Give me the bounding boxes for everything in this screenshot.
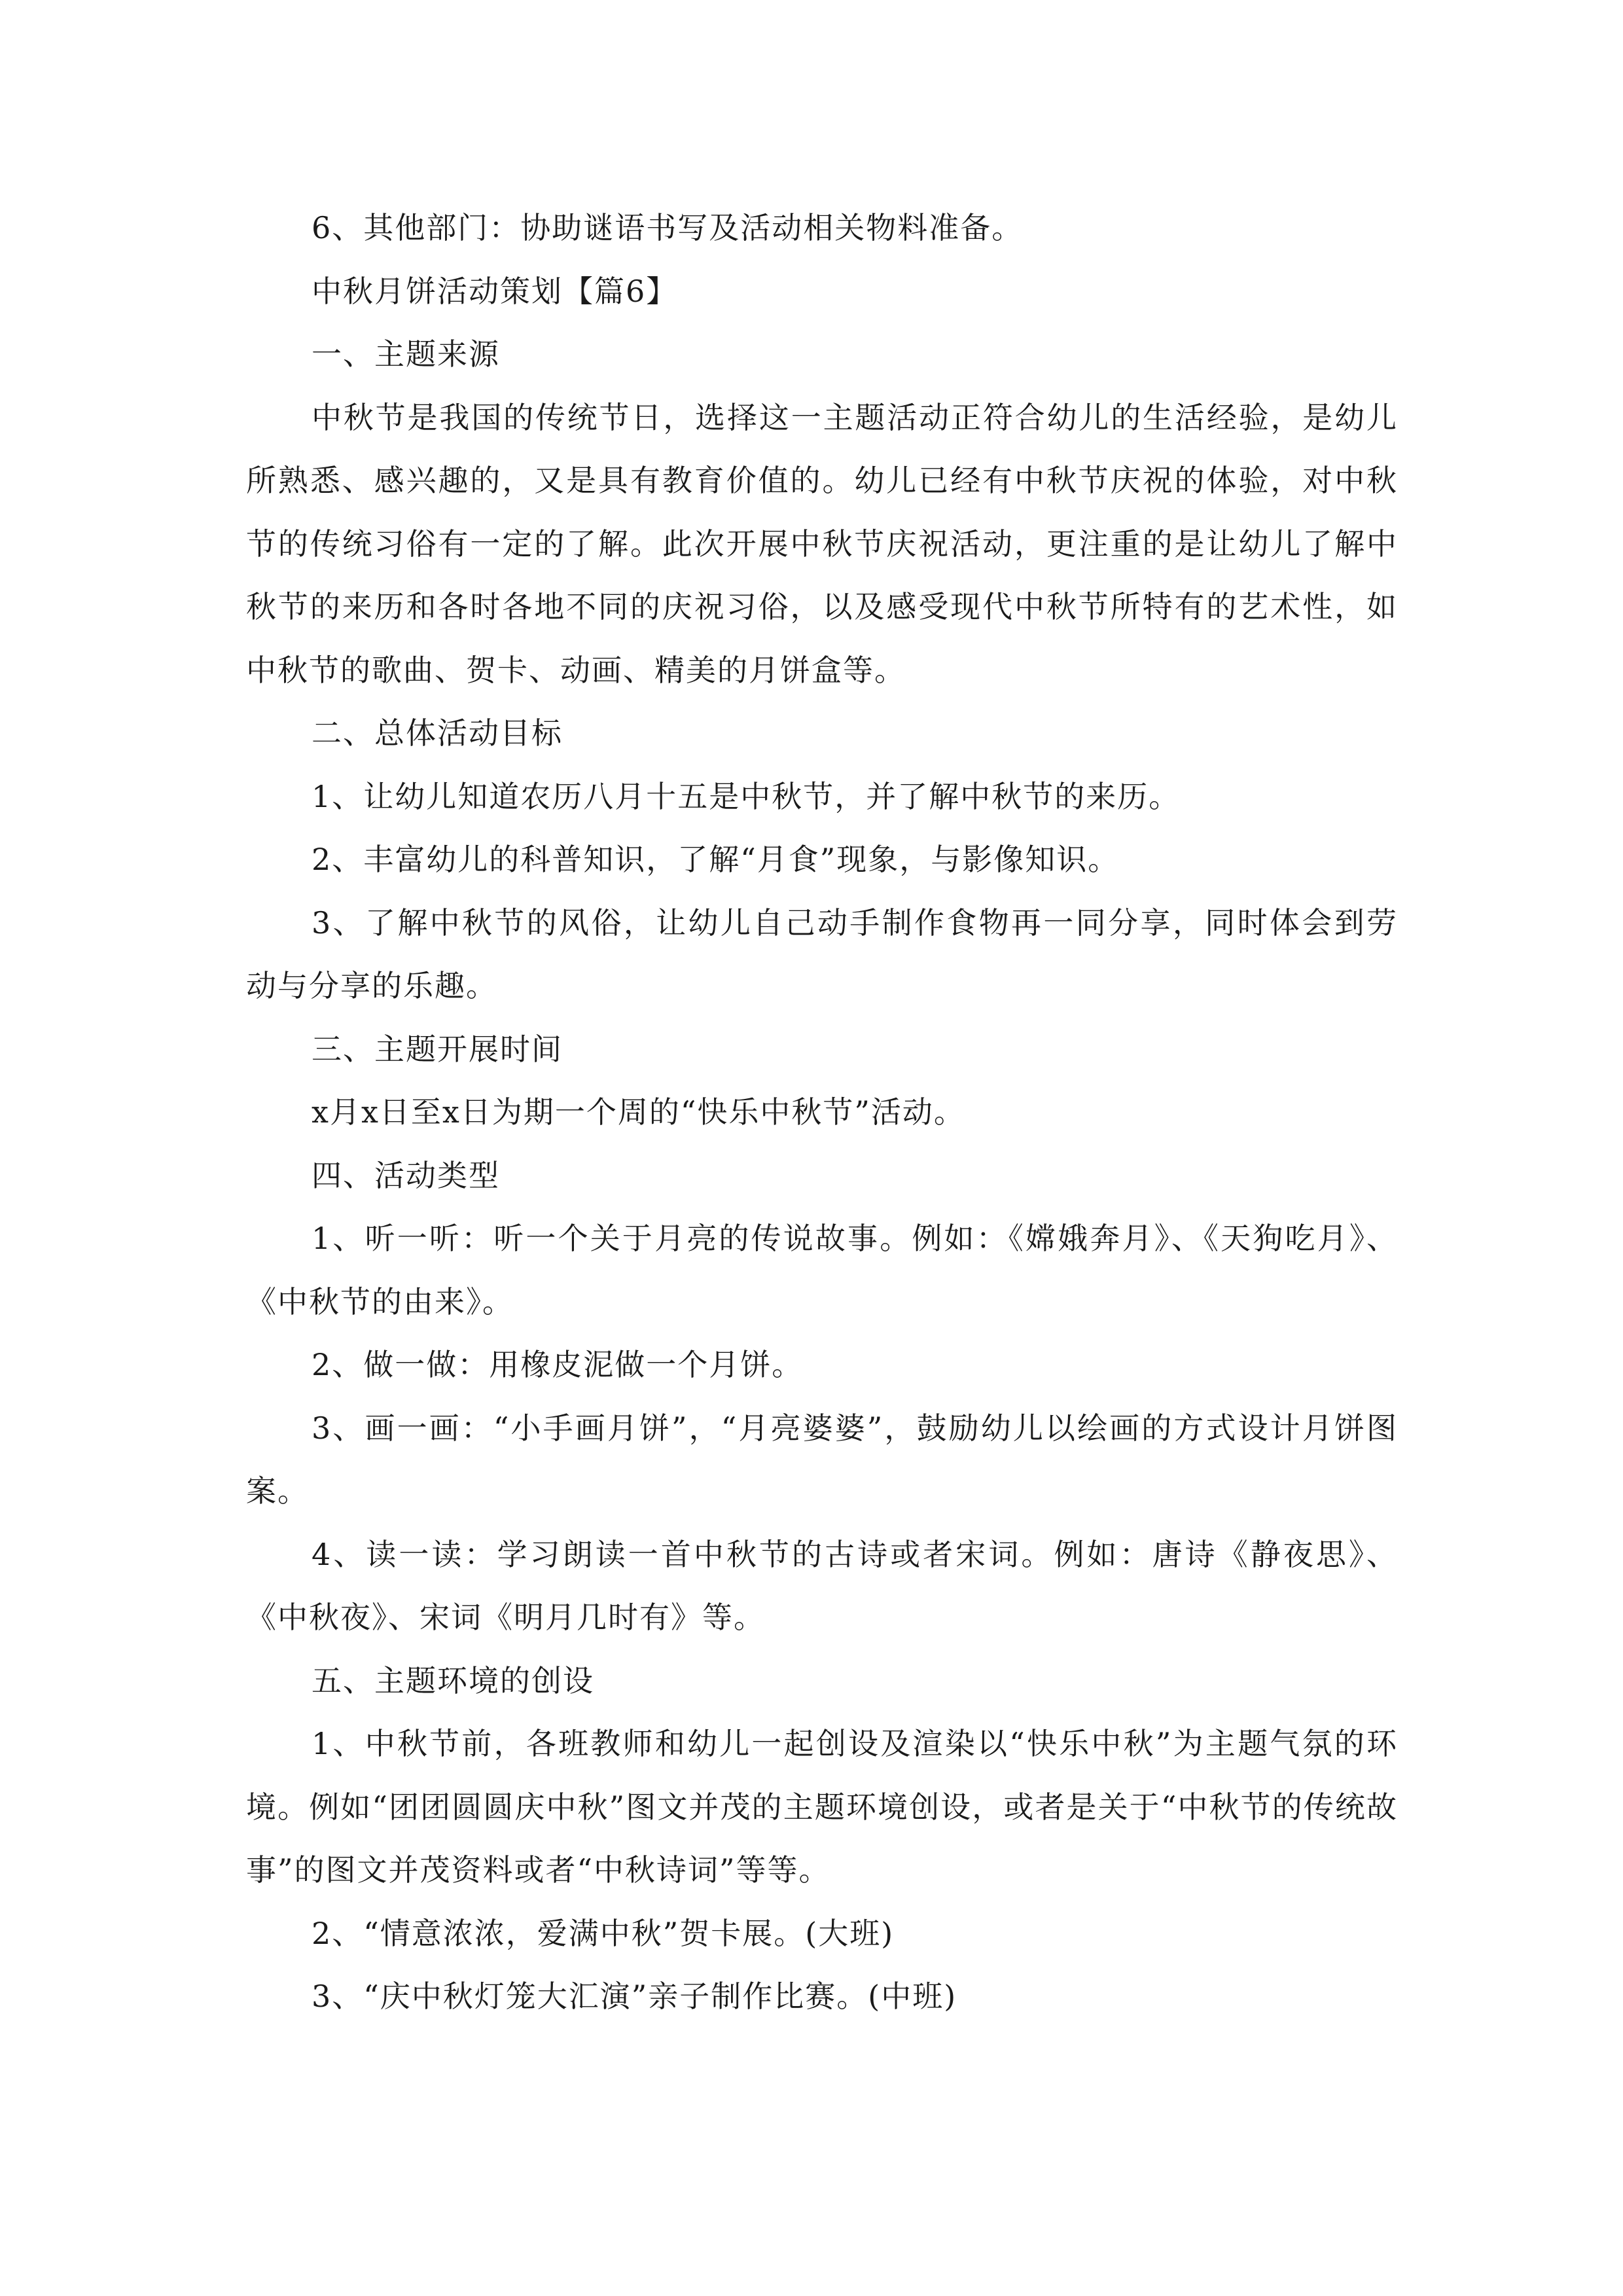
heading: 二、总体活动目标 — [312, 715, 563, 751]
list-item: 3、了解中秋节的风俗，让幼儿自己动手制作食物再一同分享，同时体会到劳动与分享的乐趣。 — [246, 905, 1398, 1003]
section-title: 中秋月饼活动策划【篇6】 — [312, 273, 678, 309]
heading: 四、活动类型 — [312, 1157, 500, 1193]
list-item: 1、中秋节前，各班教师和幼儿一起创设及渲染以“快乐中秋”为主题气氛的环境。例如“团团圆圆庆中秋”图文并茂的主题环境创设，或者是关于“中秋节的传统故事”的图文并茂资料或者“中秋诗词”等等。 — [246, 1726, 1398, 1888]
paragraph: 6、其他部门：协助谜语书写及活动相关物料准备。 — [312, 210, 1024, 245]
list-item: 1、听一听：听一个关于月亮的传说故事。例如：《嫦娥奔月》、《天狗吃月》、《中秋节的由来》。 — [246, 1221, 1398, 1319]
heading: 五、主题环境的创设 — [312, 1662, 594, 1698]
heading: 三、主题开展时间 — [312, 1031, 563, 1067]
list-item: 3、画一画：“小手画月饼”，“月亮婆婆”，鼓励幼儿以绘画的方式设计月饼图案。 — [246, 1410, 1398, 1509]
list-item: 2、做一做：用橡皮泥做一个月饼。 — [312, 1347, 804, 1382]
list-item: 2、“情意浓浓，爱满中秋”贺卡展。(大班) — [312, 1915, 895, 1951]
heading: 一、主题来源 — [312, 336, 500, 372]
paragraph: x月x日至x日为期一个周的“快乐中秋节”活动。 — [312, 1094, 965, 1130]
list-item: 4、读一读：学习朗读一首中秋节的古诗或者宋词。例如：唐诗《静夜思》、《中秋夜》、宋词《明月几时有》等。 — [246, 1536, 1398, 1635]
list-item: 1、让幼儿知道农历八月十五是中秋节，并了解中秋节的来历。 — [312, 778, 1181, 814]
document-body — [246, 196, 1398, 2028]
list-item: 3、“庆中秋灯笼大汇演”亲子制作比赛。(中班) — [312, 1979, 957, 2014]
list-item: 2、丰富幼儿的科普知识，了解“月食”现象，与影像知识。 — [312, 842, 1120, 877]
paragraph: 中秋节是我国的传统节日，选择这一主题活动正符合幼儿的生活经验，是幼儿所熟悉、感兴趣的，又是具有教育价值的。幼儿已经有中秋节庆祝的体验，对中秋节的传统习俗有一定的了解。此次开展中秋节庆祝活动，更注重的是让幼儿了解中秋节的来历和各时各地不同的庆祝习俗，以及感受现代中秋节所特有的艺术性，如中秋节的歌曲、贺卡、动画、精美的月饼盒等。 — [246, 399, 1398, 688]
